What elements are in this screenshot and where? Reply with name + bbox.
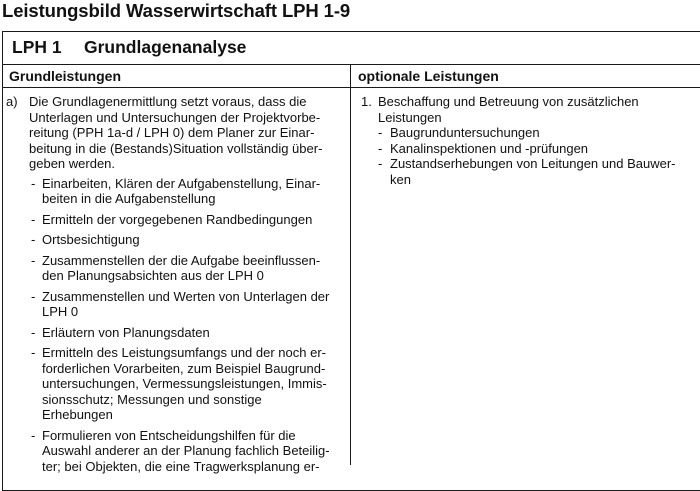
list-item: - Zusammenstellen und Werten von Unterlagen der LPH 0: [31, 288, 330, 319]
basic-services-column: [5, 94, 345, 479]
optional-services-column: [359, 94, 700, 187]
column-header-basic: Grundleistungen: [9, 68, 121, 84]
basic-intro-line: geben werden.: [29, 156, 116, 171]
list-item: - Zusammenstellen der die Aufgabe beeinflussen- den Planungsabsichten aus der LPH 0: [31, 252, 321, 283]
basic-intro-line: beitung in die (Bestands)Situation vollständig über-: [29, 140, 323, 156]
optional-task-list: [378, 125, 700, 187]
column-header-optional: optionale Leistungen: [358, 68, 499, 84]
list-item: - Kanalinspektionen und -prüfungen: [378, 140, 589, 156]
table-rule-top: [2, 64, 700, 65]
phase-heading: [12, 37, 246, 58]
basic-intro-line: Unterlagen und Untersuchungen der Projektvorbe-: [29, 109, 321, 125]
list-item: - Formulieren von Entscheidungshilfen für die Auswahl anderer an der Planung fachlich Beteilig- ter; bei Objekten, die eine Tragwerksplanung er-: [31, 427, 330, 474]
list-item: - Einarbeiten, Klären der Aufgabenstellung, Einar- beiten in die Aufgabenstellung: [31, 175, 321, 206]
basic-intro-line: Die Grundlagenermittlung setzt voraus, dass die: [29, 94, 307, 109]
table-rule-header: [2, 87, 700, 88]
list-item: - Zustandserhebungen von Leitungen und Bauwer- ken: [378, 156, 676, 187]
item-marker: a): [6, 94, 18, 109]
list-item: - Ermitteln der vorgegebenen Randbedingungen: [31, 211, 313, 227]
list-item: - Erläutern von Planungsdaten: [31, 324, 210, 340]
basic-task-list: [31, 176, 345, 475]
phase-name: Grundlagenanalyse: [84, 37, 247, 57]
basic-intro-line: reitung (PPH 1a-d / LPH 0) dem Planer zur Einar-: [29, 125, 315, 140]
phase-number: LPH 1: [12, 37, 62, 57]
document-title: Leistungsbild Wasserwirtschaft LPH 1-9: [2, 0, 351, 21]
basic-item-a: [5, 94, 345, 172]
item-marker: 1.: [361, 94, 372, 109]
list-item: - Ermitteln des Leistungsumfangs und der noch er- forderlichen Vorarbeiten, zum Beispiel Baugrund- untersuchungen, Vermessungsleistungen, Immis- sionsschutz; Messungen und sonstige Erhebungen: [31, 345, 327, 422]
optional-intro-line: Leistungen: [378, 109, 442, 125]
list-item: - Baugrunduntersuchungen: [378, 125, 540, 140]
column-divider: [350, 64, 351, 465]
list-item: - Ortsbesichtigung: [31, 232, 140, 247]
optional-intro-line: Beschaffung und Betreuung von zusätzlichen: [378, 94, 639, 109]
optional-item-1: [359, 94, 700, 187]
